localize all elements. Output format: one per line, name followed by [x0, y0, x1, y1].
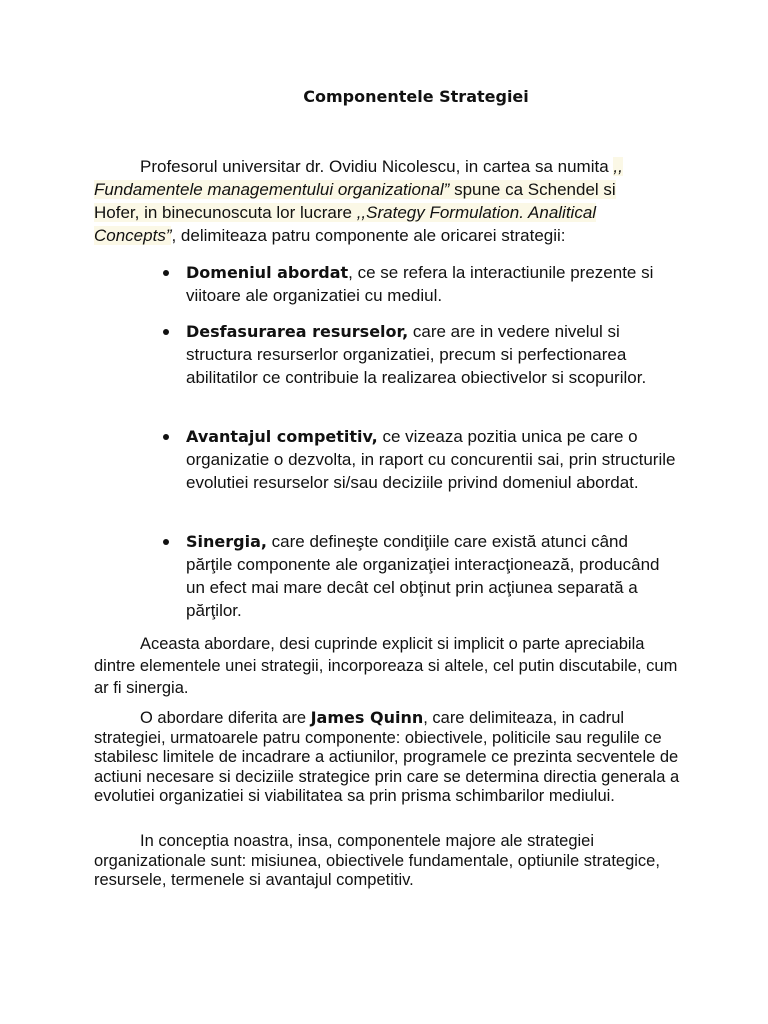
component-term: Avantajul competitiv,: [186, 427, 378, 446]
list-item-text: [186, 320, 676, 389]
component-description: ce vizeaza pozitia unica pe care o organizatie o dezvolta, in raport cu concurentii sai, prin structurile evolutiei resurselor si/sau deciziile privind domeniul abordat.: [186, 427, 676, 492]
list-item-text: [186, 530, 676, 622]
list-item-text: [186, 261, 676, 307]
component-term: Sinergia,: [186, 532, 267, 551]
paragraph-3: [94, 832, 684, 891]
intro-text-3: , delimiteaza patru componente ale oricarei strategii:: [171, 226, 566, 245]
paragraph-1-text: Aceasta abordare, desi cuprinde explicit si implicit o parte apreciabila dintre elementele unei strategii, incorporeaza si altele, cel putin discutabile, cum ar fi sinergia.: [94, 635, 678, 697]
bullet-icon: [163, 270, 169, 276]
paragraph-1: [94, 633, 684, 699]
document-title: Componentele Strategiei: [303, 87, 529, 106]
paragraph-2-text-2: , care delimiteaza, in cadrul strategiei, urmatoarele patru componente: obiectivele, politicile sau regulile ce stabilesc limitele de incadrare a actiunilor, programele ce prezinta secventele de actiuni necesare si deciziile strategice prin care se determina directia generala a evolutiei organizatiei si viabilitatea sa prin prisma schimbarilor mediului.: [94, 709, 680, 805]
component-description: care are in vedere nivelul si structura resurserlor organizatiei, precum si perfectionarea abilitatilor ce contribuie la realizarea obiectivelor si scopurilor.: [186, 322, 647, 387]
paragraph-3-text: In conceptia noastra, insa, componentele majore ale strategiei organizationale sunt: misiunea, obiectivele fundamentale, optiunile strategice, resursele, termenele si avantajul competitiv.: [94, 832, 660, 889]
component-term: Domeniul abordat: [186, 263, 349, 282]
intro-text-1: Profesorul universitar dr. Ovidiu Nicolescu, in cartea sa numita: [140, 157, 609, 176]
bullet-icon: [163, 434, 169, 440]
component-term: Desfasurarea resurselor,: [186, 322, 409, 341]
intro-text-2: spune ca Schendel si Hofer, in binecunoscuta lor lucrare: [94, 180, 616, 222]
author-name: James Quinn: [310, 708, 424, 727]
bullet-icon: [163, 329, 169, 335]
work-title: ,,Srategy Formulation. Analitical Concepts”: [94, 203, 597, 245]
list-item-text: [186, 425, 676, 494]
component-description: , ce se refera la interactiunile prezente si viitoare ale organizatiei cu mediul.: [186, 263, 654, 305]
intro-paragraph: [94, 155, 664, 247]
paragraph-2-text-1: O abordare diferita are: [140, 709, 311, 727]
paragraph-2: [94, 708, 684, 807]
component-description: care defineşte condiţiile care există atunci când părţile componente ale organizaţiei interacţionează, producând un efect mai mare decât cel obţinut prin acţiunea separată a părţilor.: [186, 532, 660, 620]
book-title: ,, Fundamentele managementului organizational”: [94, 157, 623, 199]
bullet-icon: [163, 539, 169, 545]
